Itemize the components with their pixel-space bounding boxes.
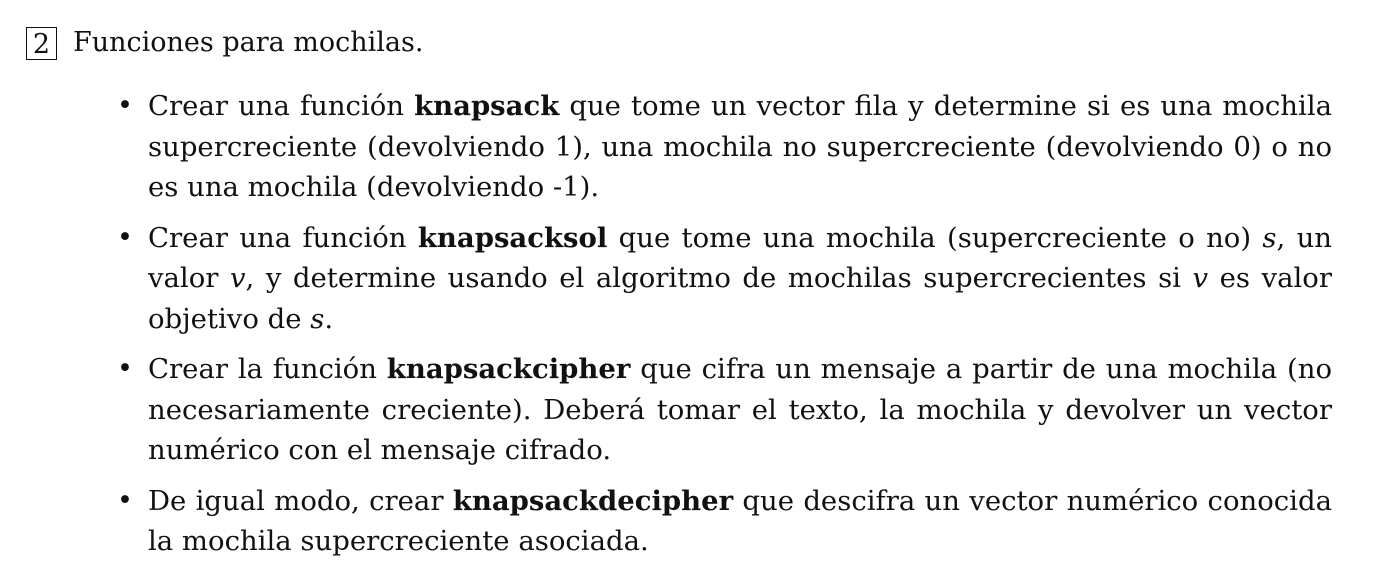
item-text: es valor objetivo de <box>148 262 1332 335</box>
item-text: Crear una función <box>148 90 415 122</box>
function-name: knapsacksol <box>417 221 608 254</box>
math-variable: s <box>310 302 325 335</box>
item-text: Crear la función <box>148 353 387 385</box>
bullet-icon: • <box>117 221 133 253</box>
function-name: knapsackcipher <box>386 353 631 385</box>
item-text: De igual modo, crear <box>148 484 453 517</box>
list-item-knapsackcipher <box>112 349 1332 471</box>
bullet-icon: • <box>117 353 133 384</box>
item-text: , un valor <box>148 221 1333 294</box>
function-name: knapsackdecipher <box>452 484 734 517</box>
list-item-knapsackdecipher <box>112 481 1332 562</box>
item-text: Crear una función <box>148 221 418 254</box>
item-text: , y determine usando el algoritmo de mochilas supercrecientes si <box>245 262 1193 294</box>
item-text: que descifra un vector numérico conocida la mochila supercreciente asociada. <box>148 484 1332 557</box>
function-name: knapsack <box>414 90 560 122</box>
list-item-knapsack <box>112 86 1332 208</box>
item-text: que tome una mochila (supercreciente o no) <box>607 221 1263 254</box>
item-text: que tome un vector fila y determine si es una mochila supercreciente (devolviendo 1), una mochila no supercreciente (devolviendo 0) o no es una mochila (devolviendo -1). <box>148 90 1333 203</box>
item-text: que cifra un mensaje a partir de una mochila (no necesariamente creciente). Deberá tomar el texto, la mochila y devolver un vector numérico con el mensaje cifrado. <box>148 353 1333 466</box>
section-number-box: 2 <box>26 27 57 60</box>
bullet-icon: • <box>117 90 133 121</box>
math-variable: s <box>1262 221 1277 254</box>
item-text: . <box>324 302 334 335</box>
exercise-list <box>112 86 1332 572</box>
section-heading <box>26 24 423 62</box>
list-item-knapsacksol <box>112 218 1332 340</box>
math-variable: v <box>1192 262 1209 294</box>
section-title: Funciones para mochilas. <box>73 27 424 58</box>
math-variable: v <box>229 262 246 294</box>
bullet-icon: • <box>117 484 133 516</box>
